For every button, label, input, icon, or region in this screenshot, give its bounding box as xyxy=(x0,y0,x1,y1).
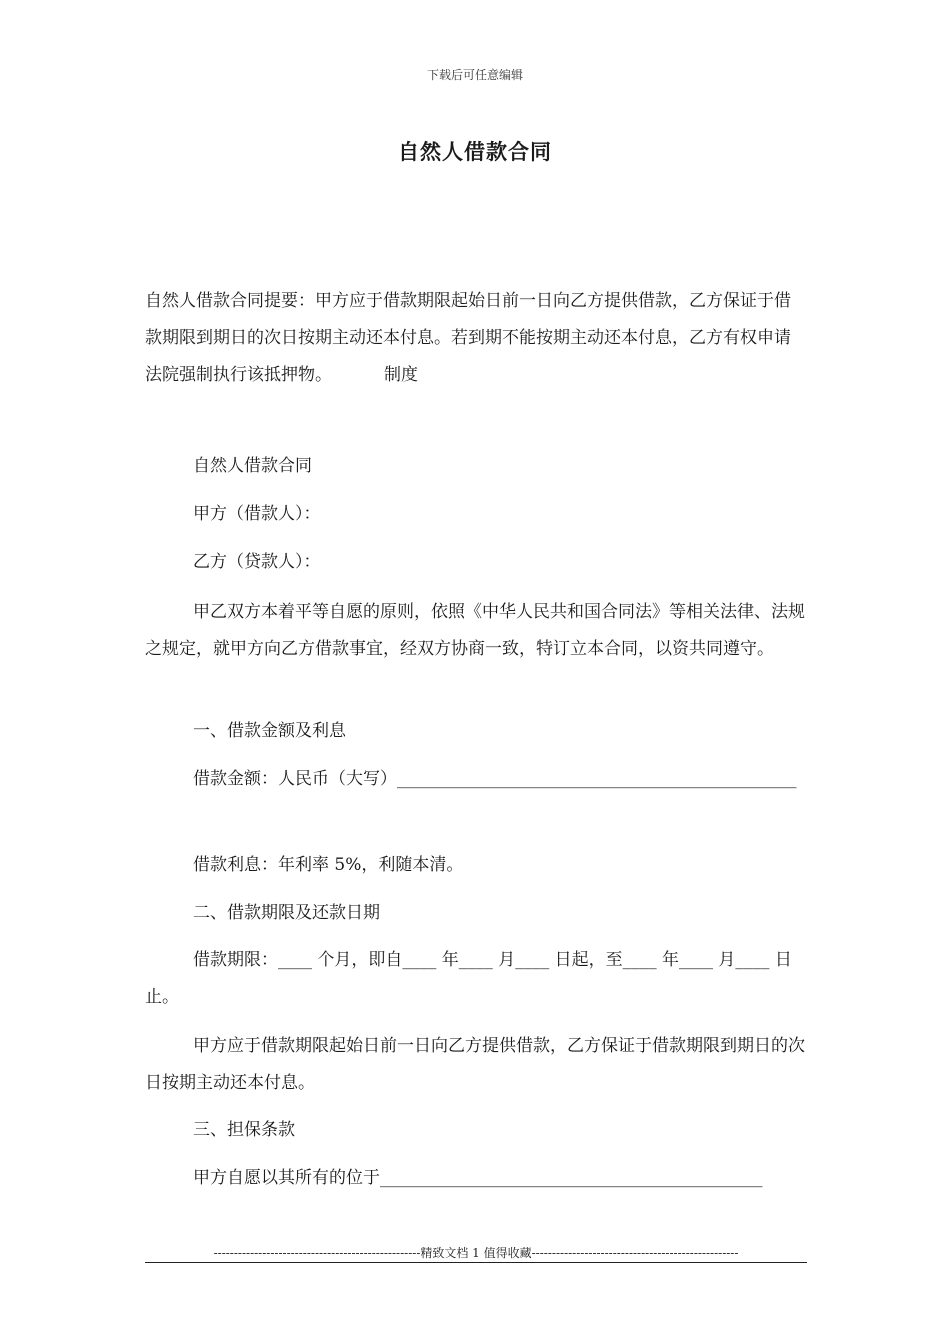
header-note: 下载后可任意编辑 xyxy=(426,68,523,82)
footer-rule xyxy=(145,1262,807,1263)
repayment-paragraph: 甲方应于借款期限起始日前一日向乙方提供借款，乙方保证于借款期限到期日的次日按期主动还本付息。 xyxy=(145,1036,805,1093)
summary-tag: 制度 xyxy=(384,365,418,385)
section-1-title: 一、借款金额及利息 xyxy=(193,721,346,741)
party-a-field: 甲方（借款人）： xyxy=(193,504,321,524)
section-3-title: 三、担保条款 xyxy=(193,1120,295,1140)
loan-interest-text: 借款利息：年利率 5%，利随本清。 xyxy=(193,855,464,875)
summary-paragraph xyxy=(145,283,807,394)
footer-text: ---------------------------------------------------精致文档 1 值得收藏--------------------------------------------------- xyxy=(213,1246,739,1260)
summary-text: 自然人借款合同提要：甲方应于借款期限起始日前一日向乙方提供借款，乙方保证于借款期限到期日的次日按期主动还本付息。若到期不能按期主动还本付息，乙方有权申请法院强制执行该抵押物。 xyxy=(145,291,791,385)
guarantee-field: 甲方自愿以其所有的位于_____________________________________________ xyxy=(193,1168,763,1188)
preamble-paragraph: 甲乙双方本着平等自愿的原则，依照《中华人民共和国合同法》等相关法律、法规之规定，就甲方向乙方借款事宜，经双方协商一致，特订立本合同，以资共同遵守。 xyxy=(145,602,805,659)
contract-heading: 自然人借款合同 xyxy=(193,456,312,476)
document-title: 自然人借款合同 xyxy=(398,139,552,164)
section-2-title: 二、借款期限及还款日期 xyxy=(193,903,380,923)
loan-term-field: 借款期限：____ 个月，即自____ 年____ 月____ 日起，至____ 年____ 月____ 日止。 xyxy=(145,950,792,1007)
loan-amount-field: 借款金额：人民币（大写）_______________________________________________ xyxy=(193,769,797,789)
party-b-field: 乙方（贷款人）： xyxy=(193,552,321,572)
